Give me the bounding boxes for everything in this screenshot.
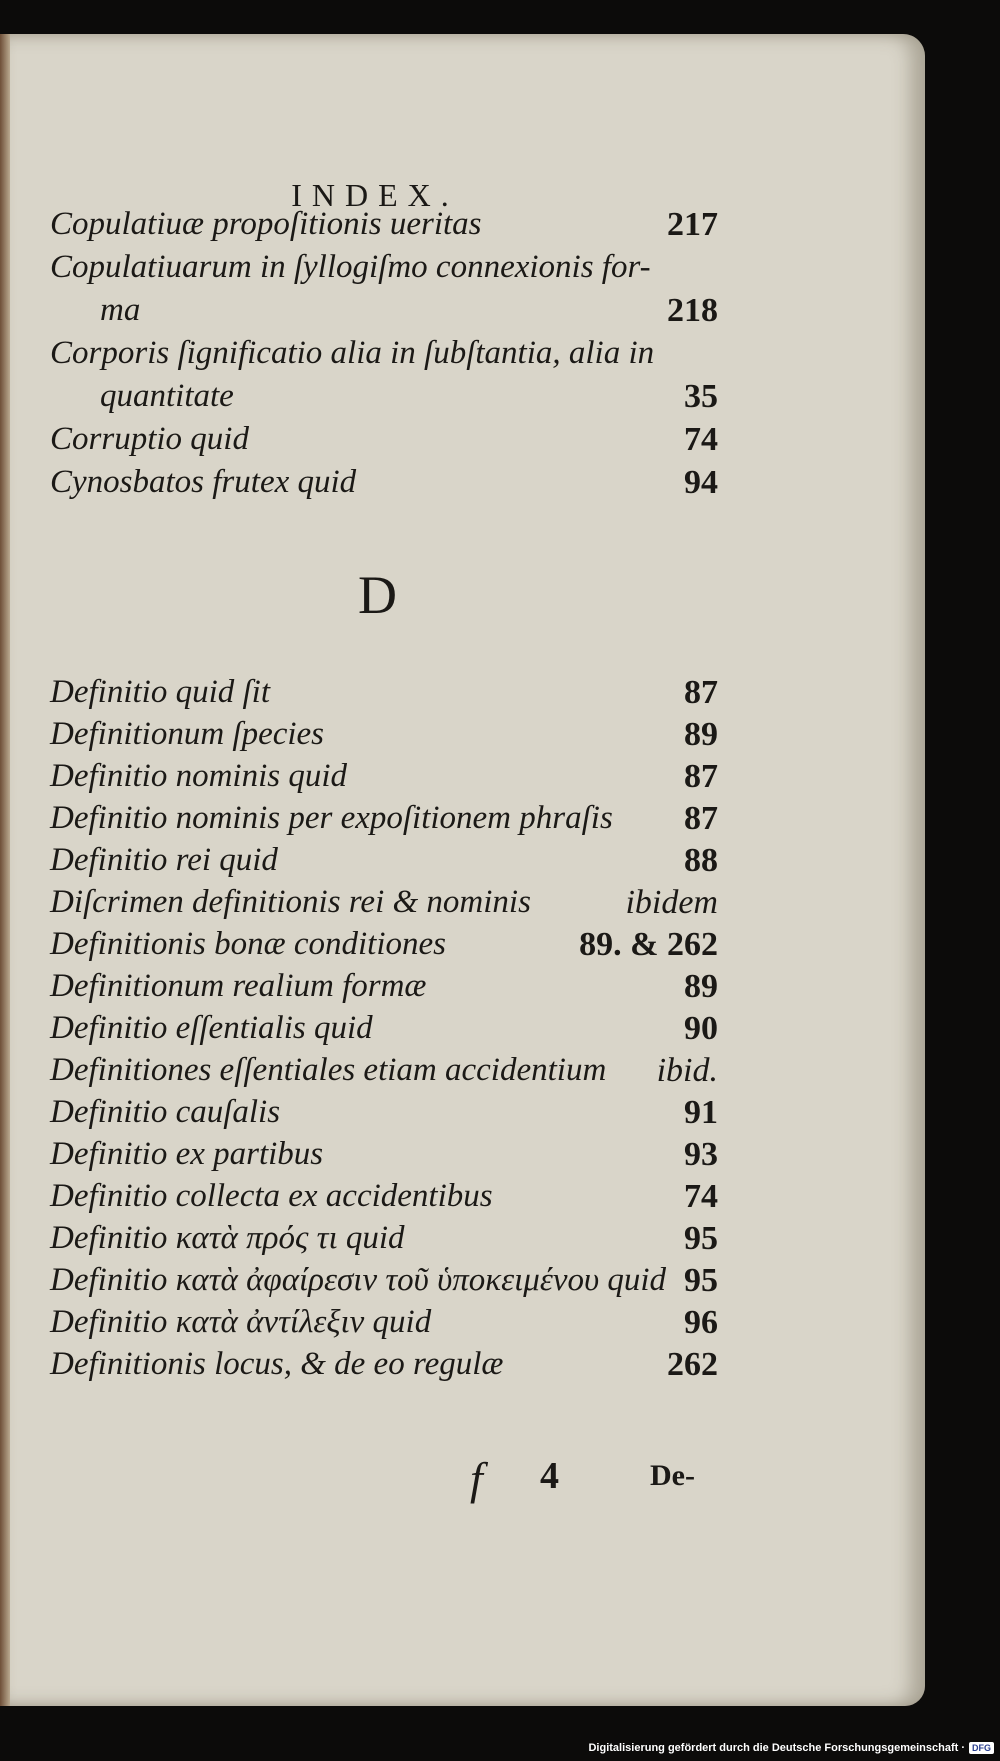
entry-page: 74 [684,421,718,458]
entry-text: Definitio rei quid [50,842,278,878]
entry-text: Definitio collecta ex accidentibus [50,1178,493,1214]
index-entry [50,1094,718,1132]
entry-page: 95 [684,1262,718,1299]
entry-page: ibid. [656,1052,718,1089]
entry-page: ibidem [625,884,718,921]
index-entry [50,249,718,287]
entry-text: Definitio eſſentialis quid [50,1010,373,1046]
index-entry [50,1304,718,1342]
entry-text: Definitionum ſpecies [50,716,325,752]
entry-text: Definitio κατὰ ἀντίλεξιν quid [50,1304,432,1340]
entry-text: Definitio ex partibus [50,1136,324,1172]
index-entry [50,716,718,754]
index-entry [50,292,718,330]
page-header: INDEX. [291,177,459,213]
entry-page: 217 [667,206,718,243]
entry-page: 93 [684,1136,718,1173]
entry-page: 95 [684,1220,718,1257]
index-entry [50,464,718,502]
index-entry [50,758,718,796]
entry-text: Corruptio quid [50,421,249,457]
entry-page: 89 [684,716,718,753]
entry-text: Corporis ſignificatio alia in ſubſtantia, alia in [50,335,655,371]
entry-text: Definitionis locus, & de eo regulæ [50,1346,504,1382]
book-page [0,34,925,1706]
catchword: De- [650,1459,695,1492]
entry-page: 87 [684,758,718,795]
entry-text: Definitiones eſſentiales etiam accidentium [50,1052,607,1088]
index-entry [50,378,718,416]
index-entry [50,206,718,244]
index-entry [50,1052,718,1090]
index-entry [50,1136,718,1174]
entry-page: 89 [684,968,718,1005]
index-entry [50,842,718,880]
entry-text: Definitio nominis quid [50,758,347,794]
index-entry [50,421,718,459]
footer-text: Digitalisierung gefördert durch die Deutsche Forschungsgemeinschaft · [588,1742,965,1754]
dfg-logo-icon: DFG [969,1742,994,1754]
entry-page: 218 [667,292,718,329]
entry-text: Definitio κατὰ ἀφαίρεσιν τοῦ ὑποκειμένου quid [50,1262,667,1298]
digitization-footer [588,1739,994,1757]
index-entry [50,335,718,373]
entry-page: 96 [684,1304,718,1341]
index-entry [50,674,718,712]
entry-text: Cynosbatos frutex quid [50,464,357,500]
entry-text: Definitio κατὰ πρός τι quid [50,1220,405,1256]
entry-page: 89. & 262 [579,926,718,963]
index-entry [50,1346,718,1384]
entry-text: Definitionum realium formæ [50,968,427,1004]
entry-page: 91 [684,1094,718,1131]
index-entry [50,1178,718,1216]
index-entry [50,800,718,838]
entry-text: Copulatiuæ propoſitionis ueritas [50,206,482,242]
entry-text: Definitio cauſalis [50,1094,281,1130]
index-entry [50,968,718,1006]
entry-page: 90 [684,1010,718,1047]
entry-text: ma [100,292,141,328]
entry-text: Definitionis bonæ conditiones [50,926,446,962]
entry-page: 262 [667,1346,718,1383]
signature-number: 4 [540,1455,559,1497]
entry-page: 35 [684,378,718,415]
entry-page: 88 [684,842,718,879]
entry-text: quantitate [100,378,234,414]
signature-mark: f [470,1453,483,1504]
index-entry [50,884,718,922]
entry-text: Definitio quid ſit [50,674,270,710]
index-entry [50,1262,718,1300]
index-entry [50,926,718,964]
index-entry [50,1010,718,1048]
entry-page: 87 [684,674,718,711]
index-entry [50,1220,718,1258]
section-letter: D [358,565,397,625]
entry-text: Copulatiuarum in ſyllogiſmo connexionis for- [50,249,651,285]
entry-text: Definitio nominis per expoſitionem phraſis [50,800,613,836]
entry-page: 87 [684,800,718,837]
entry-text: Diſcrimen definitionis rei & nominis [50,884,531,920]
entry-page: 94 [684,464,718,501]
entry-page: 74 [684,1178,718,1215]
